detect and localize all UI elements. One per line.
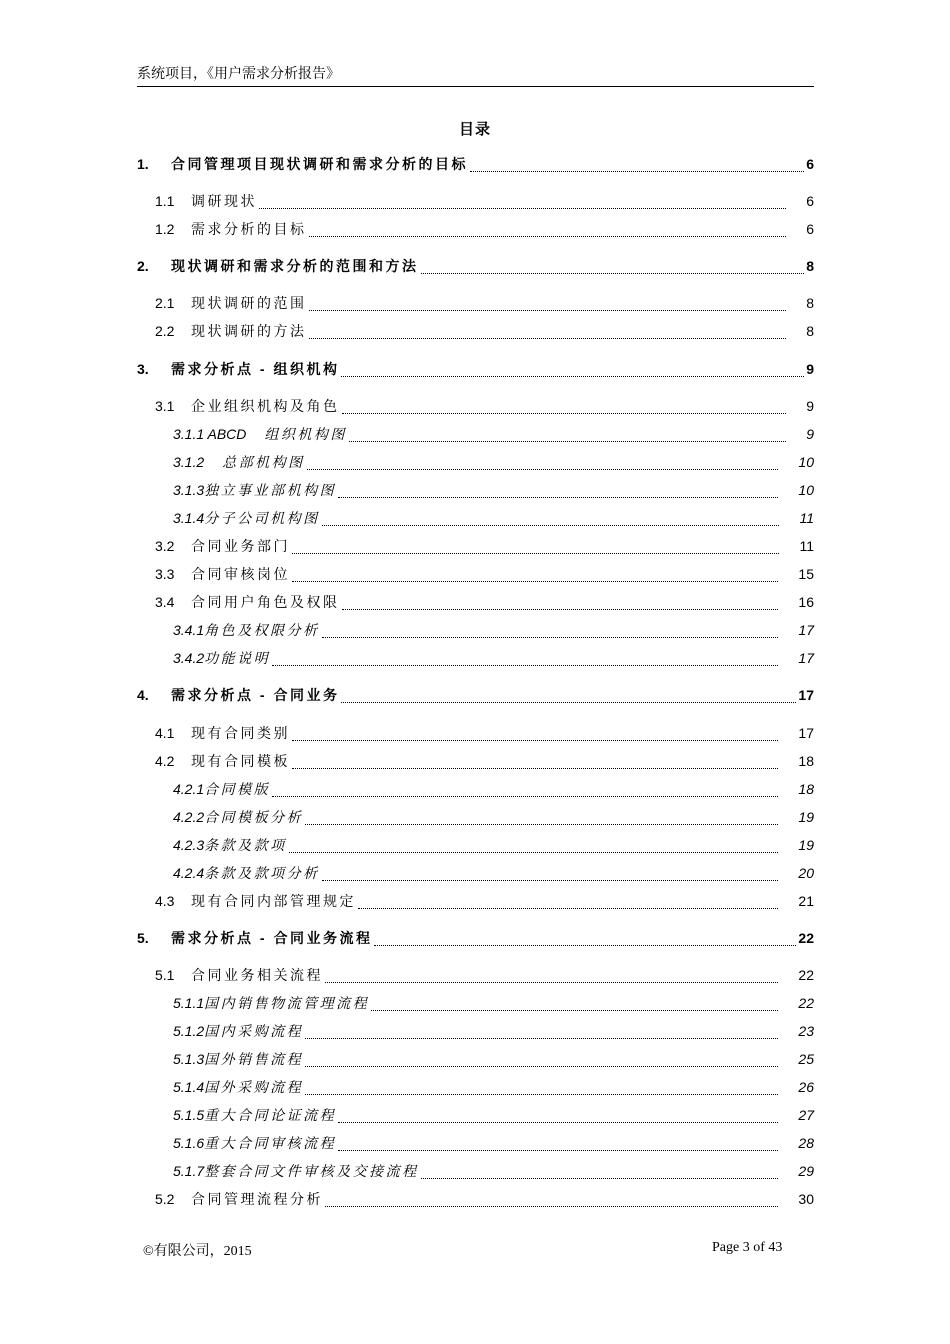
toc-entry[interactable]: [155, 536, 814, 560]
toc-entry-number: 3.1.3: [173, 482, 205, 498]
toc-entry-page: 6: [806, 221, 814, 237]
toc-entry-page: 23: [798, 1023, 814, 1039]
toc-dot-leader: [305, 1093, 778, 1095]
toc-dot-leader: [470, 170, 804, 172]
toc-entry-title: 合同审核岗位: [191, 566, 290, 582]
toc-entry-title: 合同用户角色及权限: [191, 594, 340, 610]
toc-entry-number: 4.1: [155, 725, 175, 741]
toc-entry-title: 需求分析的目标: [191, 221, 307, 237]
toc-entry[interactable]: [173, 835, 814, 859]
toc-entry-number: 3.1.2: [173, 454, 205, 470]
toc-entry-number: 5.1.3: [173, 1051, 205, 1067]
toc-entry-page: 15: [798, 566, 814, 582]
page-header: 系统项目，《用户需求分析报告》: [137, 64, 814, 87]
toc-entry-number: 4.2.2: [173, 809, 205, 825]
toc-entry[interactable]: [137, 685, 814, 709]
toc-entry-title: 国内采购流程: [204, 1023, 304, 1039]
toc-entry-title: 功能说明: [204, 650, 271, 666]
toc-dot-leader: [325, 981, 778, 983]
toc-entry-page: 6: [806, 156, 814, 172]
toc-entry-page: 19: [798, 837, 814, 853]
toc-entry-title: 重大合同论证流程: [204, 1107, 337, 1123]
toc-entry-number: 5.1: [155, 967, 175, 983]
toc-entry-title: 需求分析点 - 组织机构: [171, 361, 340, 377]
toc-entry-page: 19: [798, 809, 814, 825]
toc-entry-page: 29: [798, 1163, 814, 1179]
toc-dot-leader: [292, 739, 778, 741]
toc-entry-page: 18: [798, 781, 814, 797]
toc-entry-title: 独立事业部机构图: [204, 482, 337, 498]
toc-entry[interactable]: [155, 396, 814, 420]
toc-entry[interactable]: [137, 154, 814, 178]
toc-entry-title: 合同管理项目现状调研和需求分析的目标: [171, 156, 468, 172]
toc-dot-leader: [272, 664, 778, 666]
toc-dot-leader: [338, 496, 778, 498]
toc-entry-number: 3.4.1: [173, 622, 205, 638]
toc-entry-title: 重大合同审核流程: [204, 1135, 337, 1151]
toc-entry-number: 3.1.4: [173, 510, 205, 526]
toc-entry-number: 3.4: [155, 594, 175, 610]
toc-dot-leader: [341, 701, 796, 703]
toc-entry-title: 条款及款项: [204, 837, 287, 853]
toc-entry-number: 4.2: [155, 753, 175, 769]
toc-entry-page: 25: [798, 1051, 814, 1067]
toc-entry-number: 2.1: [155, 295, 175, 311]
toc-entry-page: 28: [798, 1135, 814, 1151]
toc-entry-page: 17: [798, 687, 814, 703]
toc-entry-number: 5.2: [155, 1191, 175, 1207]
toc-entry-number: 4.2.1: [173, 781, 205, 797]
toc-dot-leader: [358, 907, 778, 909]
toc-entry-page: 9: [806, 361, 814, 377]
toc-entry-page: 8: [806, 258, 814, 274]
toc-entry[interactable]: [173, 620, 814, 644]
toc-entry-page: 17: [798, 650, 814, 666]
toc-entry-number: 5.1.2: [173, 1023, 205, 1039]
toc-entry-number: 3.: [137, 361, 149, 377]
toc-entry-number: 5.1.5: [173, 1107, 205, 1123]
toc-title: 目录: [458, 121, 491, 138]
toc-entry-number: 3.4.2: [173, 650, 205, 666]
toc-entry-page: 26: [798, 1079, 814, 1095]
toc-entry-title: 国外销售流程: [204, 1051, 304, 1067]
toc-dot-leader: [338, 1149, 778, 1151]
toc-entry-title: 现状调研和需求分析的范围和方法: [171, 258, 419, 274]
toc-entry-number: 2.: [137, 258, 149, 274]
toc-entry[interactable]: [155, 592, 814, 616]
toc-entry[interactable]: [155, 293, 814, 317]
toc-entry-title: 企业组织机构及角色: [191, 398, 340, 414]
toc-entry[interactable]: [155, 965, 814, 989]
toc-entry-page: 18: [798, 753, 814, 769]
toc-entry-title: 角色及权限分析: [204, 622, 320, 638]
toc-dot-leader: [371, 1009, 778, 1011]
toc-entry-page: 27: [798, 1107, 814, 1123]
toc-dot-leader: [309, 309, 787, 311]
toc-entry-number: 4.2.3: [173, 837, 205, 853]
toc-dot-leader: [292, 767, 778, 769]
toc-dot-leader: [292, 580, 778, 582]
toc-entry-title: 现有合同类别: [191, 725, 290, 741]
toc-entry-page: 8: [806, 323, 814, 339]
toc-dot-leader: [307, 468, 779, 470]
toc-entry-title: 条款及款项分析: [204, 865, 320, 881]
toc-dot-leader: [305, 823, 778, 825]
footer-copyright: ©有限公司，2015: [143, 1244, 252, 1259]
toc-entry-title: 总部机构图: [222, 454, 305, 470]
toc-entry[interactable]: [173, 1161, 814, 1185]
toc-entry-number: 1.1: [155, 193, 175, 209]
toc-entry[interactable]: [173, 807, 814, 831]
toc-dot-leader: [322, 524, 780, 526]
toc-entry[interactable]: [173, 1105, 814, 1129]
toc-dot-leader: [322, 879, 779, 881]
toc-entry-page: 16: [798, 594, 814, 610]
toc-entry[interactable]: [173, 648, 814, 672]
toc-entry-page: 11: [799, 538, 814, 554]
toc-entry-number: 5.1.1: [173, 995, 205, 1011]
toc-entry[interactable]: [137, 359, 814, 383]
toc-entry[interactable]: [173, 452, 814, 476]
toc-entry-title: 合同业务部门: [191, 538, 290, 554]
toc-entry-title: 合同管理流程分析: [191, 1191, 323, 1207]
toc-entry[interactable]: [155, 321, 814, 345]
toc-entry[interactable]: [155, 219, 814, 243]
toc-entry[interactable]: [173, 480, 814, 504]
toc-entry-number: 5.1.7: [173, 1163, 205, 1179]
toc-entry-number: 4.: [137, 687, 149, 703]
toc-entry[interactable]: [173, 863, 814, 887]
footer-page-number: Page 3 of 43: [712, 1240, 783, 1255]
toc-dot-leader: [341, 375, 804, 377]
toc-dot-leader: [349, 440, 786, 442]
toc-entry-title: 国外采购流程: [204, 1079, 304, 1095]
toc-entry-title: 组织机构图: [264, 426, 347, 442]
toc-entry-title: 合同模版: [204, 781, 271, 797]
toc-entry-number: 1.: [137, 156, 149, 172]
toc-entry-page: 10: [798, 482, 814, 498]
toc-entry-number: 5.1.6: [173, 1135, 205, 1151]
toc-entry[interactable]: [173, 508, 814, 532]
toc-dot-leader: [342, 608, 779, 610]
toc-entry-title: 现有合同内部管理规定: [191, 893, 356, 909]
toc-entry-title: 需求分析点 - 合同业务: [171, 687, 340, 703]
toc-entry[interactable]: [173, 1077, 814, 1101]
toc-entry[interactable]: [155, 1189, 814, 1213]
toc-entry-title: 分子公司机构图: [204, 510, 320, 526]
toc-dot-leader: [305, 1065, 778, 1067]
toc-dot-leader: [421, 272, 805, 274]
toc-entry-page: 11: [799, 510, 814, 526]
toc-entry-title: 需求分析点 - 合同业务流程: [171, 930, 373, 946]
toc-entry-page: 22: [798, 995, 814, 1011]
toc-entry-title: 调研现状: [191, 193, 257, 209]
toc-entry[interactable]: [155, 564, 814, 588]
toc-entry-number: 5.1.4: [173, 1079, 205, 1095]
toc-entry-page: 17: [798, 725, 814, 741]
toc-entry[interactable]: [137, 256, 814, 280]
toc-entry-title: 现状调研的范围: [191, 295, 307, 311]
toc-dot-leader: [289, 851, 779, 853]
toc-entry-page: 8: [806, 295, 814, 311]
toc-entry-page: 9: [806, 426, 814, 442]
toc-entry-page: 17: [798, 622, 814, 638]
toc-dot-leader: [342, 412, 787, 414]
toc-entry-number: 3.3: [155, 566, 175, 582]
toc-dot-leader: [374, 944, 796, 946]
toc-dot-leader: [309, 337, 787, 339]
toc-dot-leader: [322, 636, 779, 638]
toc-dot-leader: [309, 235, 787, 237]
toc-entry-page: 9: [806, 398, 814, 414]
toc-entry-title: 国内销售物流管理流程: [204, 995, 370, 1011]
toc-entry[interactable]: [155, 891, 814, 915]
toc-entry-page: 6: [806, 193, 814, 209]
toc-dot-leader: [292, 552, 779, 554]
toc-entry[interactable]: [155, 723, 814, 747]
toc-entry-number: 2.2: [155, 323, 175, 339]
toc-entry-number: 4.3: [155, 893, 175, 909]
toc-entry-number: 1.2: [155, 221, 175, 237]
toc-entry[interactable]: [173, 424, 814, 448]
toc-entry-number: 5.: [137, 930, 149, 946]
toc-entry[interactable]: [173, 1021, 814, 1045]
toc-entry-title: 现状调研的方法: [191, 323, 307, 339]
toc-dot-leader: [421, 1177, 779, 1179]
toc-entry-page: 22: [798, 967, 814, 983]
toc-entry-page: 21: [798, 893, 814, 909]
toc-entry-number: 3.1.1 ABCD: [173, 426, 247, 442]
toc-entry[interactable]: [173, 993, 814, 1017]
toc-entry[interactable]: [137, 928, 814, 952]
toc-entry-number: 3.2: [155, 538, 175, 554]
toc-entry[interactable]: [173, 779, 814, 803]
toc-entry-page: 30: [798, 1191, 814, 1207]
toc-dot-leader: [259, 207, 786, 209]
toc-entry-title: 合同模板分析: [204, 809, 304, 825]
toc-entry-page: 22: [798, 930, 814, 946]
toc-entry-title: 合同业务相关流程: [191, 967, 323, 983]
toc-entry-page: 10: [798, 454, 814, 470]
toc-dot-leader: [338, 1121, 778, 1123]
toc-dot-leader: [325, 1205, 778, 1207]
toc-entry[interactable]: [155, 751, 814, 775]
toc-entry-number: 3.1: [155, 398, 175, 414]
toc-entry[interactable]: [155, 191, 814, 215]
toc-entry[interactable]: [173, 1133, 814, 1157]
toc-entry-number: 4.2.4: [173, 865, 205, 881]
toc-dot-leader: [272, 795, 778, 797]
toc-entry-title: 整套合同文件审核及交接流程: [204, 1163, 419, 1179]
toc-entry-title: 现有合同模板: [191, 753, 290, 769]
toc-entry[interactable]: [173, 1049, 814, 1073]
toc-entry-page: 20: [798, 865, 814, 881]
toc-dot-leader: [305, 1037, 778, 1039]
